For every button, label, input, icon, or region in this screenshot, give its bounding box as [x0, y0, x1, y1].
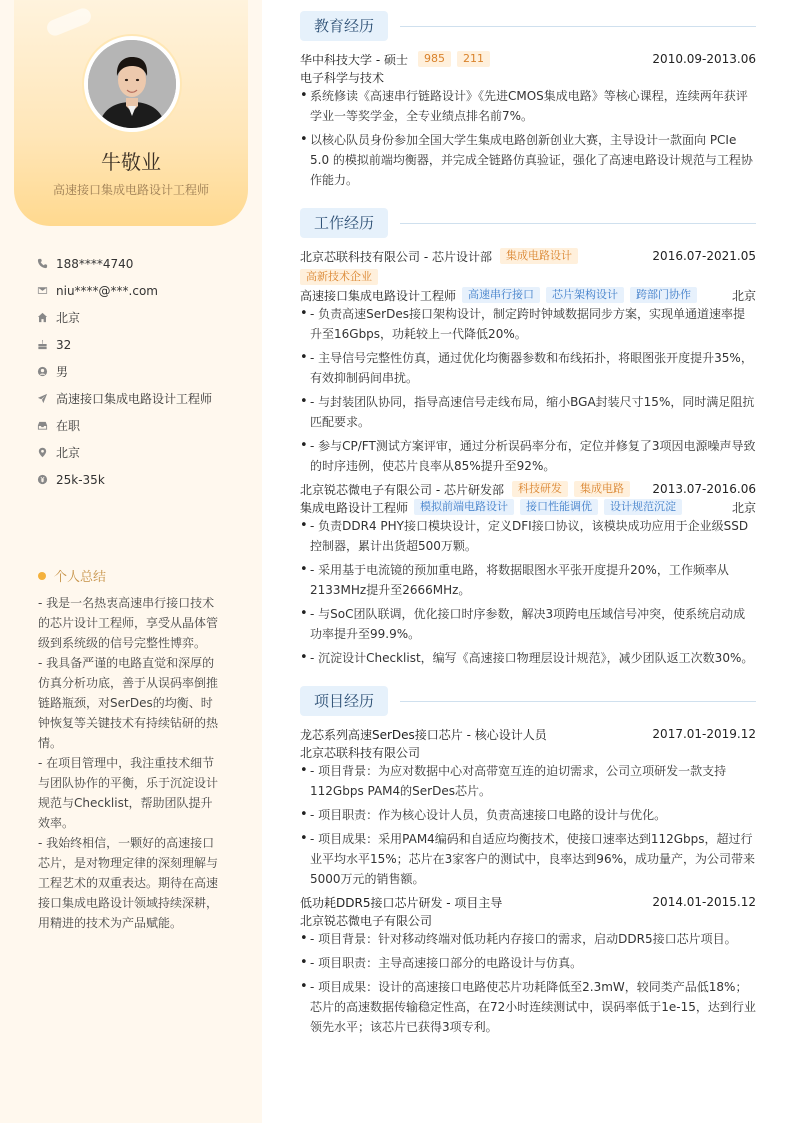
sidebar: [0, 0, 262, 1123]
project-org-text: 北京锐芯微电子有限公司: [300, 913, 433, 928]
project-org-text: 北京芯联科技有限公司: [300, 745, 421, 760]
inbox-icon: [36, 420, 48, 432]
contact-home-text: 北京: [56, 311, 81, 325]
contact-email-text: niu****@***.com: [56, 283, 158, 298]
job-bullet: • - 与封装团队协同，指导高速信号走线布局，缩小BGA封装尺寸15%，同时满足阻抗匹配要求。: [300, 392, 756, 432]
contact-phone-text: 188****4740: [56, 256, 134, 271]
cake-icon: [36, 339, 48, 351]
project-date: 2017.01-2019.12: [652, 727, 756, 741]
job-bullet: • - 与SoC团队联调，优化接口时序参数，解决3项跨电压域信号冲突，使系统启动成功率提升至99.9%。: [300, 604, 756, 644]
section-divider: [400, 26, 756, 27]
contact-position-text: 高速接口集成电路设计工程师: [56, 392, 213, 406]
job-date: 2016.07-2021.05: [652, 249, 756, 263]
skill-tag: 模拟前端电路设计: [414, 499, 514, 515]
project-bullet: • - 项目职责：作为核心设计人员，负责高速接口电路的设计与优化。: [300, 805, 756, 825]
contact-position: [36, 385, 246, 412]
project-name: 低功耗DDR5接口芯片研发 - 项目主导: [300, 895, 503, 910]
project-header: [300, 893, 756, 911]
phone-icon: [36, 258, 48, 270]
contact-location-text: 北京: [56, 446, 81, 460]
section-education: [300, 11, 756, 41]
summary-heading: [38, 566, 106, 585]
job-bullet: • - 主导信号完整性仿真，通过优化均衡器参数和布线拓扑，将眼图张开度提升35%，有效抑制码间串扰。: [300, 348, 756, 388]
project-bullet: • - 项目成果：采用PAM4编码和自适应均衡技术，使接口速率达到112Gbps，超过行业平均水平15%；芯片在3家客户的测试中，良率达到96%，成功量产，为公司带来5000万元的销售额。: [300, 829, 756, 889]
gender-icon: [36, 366, 48, 378]
contact-gender: [36, 358, 246, 385]
job-role-row: [300, 286, 756, 304]
bullet-dot-icon: [38, 572, 46, 580]
location-icon: [36, 447, 48, 459]
contact-salary: [36, 466, 246, 493]
job-role: 高速接口集成电路设计工程师: [300, 288, 457, 303]
job-role: 集成电路设计工程师: [300, 500, 409, 515]
education-header: [300, 50, 756, 68]
company-name: 北京锐芯微电子有限公司 - 芯片研发部: [300, 482, 504, 497]
project-bullet: • - 项目职责：主导高速接口部分的电路设计与仿真。: [300, 953, 756, 973]
project-org: [300, 911, 756, 929]
job-city: 北京: [731, 500, 756, 515]
section-title: 工作经历: [300, 208, 388, 238]
contact-status-text: 在职: [56, 419, 81, 433]
skill-tag: 设计规范沉淀: [604, 499, 682, 515]
project-org: [300, 743, 756, 761]
skill-tag: 接口性能调优: [520, 499, 598, 515]
company-tag: 集成电路: [574, 481, 630, 497]
company-tag: 集成电路设计: [500, 248, 578, 264]
job-bullet: • - 沉淀设计Checklist，编写《高速接口物理层设计规范》，减少团队返工次数30%。: [300, 648, 756, 668]
mail-icon: [36, 285, 48, 297]
job-bullet: • - 负责高速SerDes接口架构设计，制定跨时钟域数据同步方案，实现单通道速率提升至16Gbps，功耗较上一代降低20%。: [300, 304, 756, 344]
school-tag: 211: [457, 51, 490, 67]
project-header: [300, 725, 756, 743]
contact-location: [36, 439, 246, 466]
section-title: 教育经历: [300, 11, 388, 41]
job-city: 北京: [731, 288, 756, 303]
major-text: 电子科学与技术: [300, 70, 385, 85]
job-bullet: • - 采用基于电流镜的预加重电路，将数据眼图水平张开度提升20%，工作频率从2133MHz提升至2666MHz。: [300, 560, 756, 600]
skill-tag: 高速串行接口: [462, 287, 540, 303]
contact-home: [36, 304, 246, 331]
home-icon: [36, 312, 48, 324]
project-bullet: • - 项目背景：针对移动终端对低功耗内存接口的需求，启动DDR5接口芯片项目。: [300, 929, 756, 949]
decorative-shape: [45, 6, 94, 38]
summary-text: [38, 593, 224, 933]
avatar: [84, 36, 180, 132]
project-bullet: • - 项目背景：为应对数据中心对高带宽互连的迫切需求，公司立项研发一款支持112Gbps PAM4的SerDes芯片。: [300, 761, 756, 801]
project-bullet: • - 项目成果：设计的高速接口电路使芯片功耗降低至2.3mW，较同类产品低18%；芯片的高速数据传输稳定性高，在72小时连续测试中，误码率低于1e-15，达到行业领先水平；该芯片已获得3项专利。: [300, 977, 756, 1037]
project-date: 2014.01-2015.12: [652, 895, 756, 909]
contact-list: [36, 250, 246, 493]
job-header: [300, 480, 756, 498]
job-bullet: • - 负责DDR4 PHY接口模块设计，定义DFI接口协议，该模块成功应用于企业级SSD控制器，累计出货超500万颗。: [300, 516, 756, 556]
section-divider: [400, 223, 756, 224]
education-bullet: • 以核心队员身份参加全国大学生集成电路创新创业大赛，主导设计一款面向 PCIe 5.0 的模拟前端均衡器，并完成全链路仿真验证，强化了高速电路设计规范与工程协作能力。: [300, 130, 756, 190]
section-divider: [400, 701, 756, 702]
profile-title: 高速接口集成电路设计工程师: [52, 183, 209, 197]
job-header: [300, 247, 756, 265]
skill-tag: 芯片架构设计: [546, 287, 624, 303]
summary-paragraph: - 在项目管理中，我注重技术细节与团队协作的平衡，乐于沉淀设计规范与Checklist，帮助团队提升效率。: [38, 756, 219, 830]
job-tag-row: [300, 268, 756, 286]
job-role-row: [300, 498, 756, 516]
summary-paragraph: - 我是一名热衷高速串行接口技术的芯片设计工程师，享受从晶体管级到系统级的信号完整性博弈。: [38, 596, 219, 650]
company-name: 北京芯联科技有限公司 - 芯片设计部: [300, 249, 492, 264]
summary-paragraph: - 我始终相信，一颗好的高速接口芯片，是对物理定律的深刻理解与工程艺术的双重表达。期待在高速接口集成电路设计领域持续深耕，用精进的技术为产品赋能。: [38, 836, 219, 930]
contact-phone: [36, 250, 246, 277]
skill-tag: 跨部门协作: [630, 287, 697, 303]
section-projects: [300, 686, 756, 716]
summary-paragraph: - 我具备严谨的电路直觉和深厚的仿真分析功底，善于从误码率倒推链路瓶颈，对SerDes的均衡、时钟恢复等关键技术有持续钻研的热情。: [38, 656, 219, 750]
job-date: 2013.07-2016.06: [652, 482, 756, 496]
job-bullet: • - 参与CP/FT测试方案评审，通过分析误码率分布，定位并修复了3项因电源噪声导致的时序违例，使芯片良率从85%提升至92%。: [300, 436, 756, 476]
summary-heading-text: 个人总结: [54, 570, 107, 585]
education-major: [300, 68, 756, 86]
profile-name: 牛敬业: [101, 150, 161, 174]
contact-gender-text: 男: [56, 365, 69, 379]
section-work: [300, 208, 756, 238]
contact-age: [36, 331, 246, 358]
contact-age-text: 32: [56, 337, 72, 352]
company-tag: 科技研发: [512, 481, 568, 497]
school-name: 华中科技大学 - 硕士: [300, 52, 408, 67]
contact-email: [36, 277, 246, 304]
salary-icon: [36, 474, 48, 486]
project-name: 龙芯系列高速SerDes接口芯片 - 核心设计人员: [300, 727, 547, 742]
send-icon: [36, 393, 48, 405]
contact-status: [36, 412, 246, 439]
school-tag: 985: [418, 51, 451, 67]
education-date: 2010.09-2013.06: [652, 52, 756, 66]
contact-salary-text: 25k-35k: [56, 472, 105, 487]
section-title: 项目经历: [300, 686, 388, 716]
education-bullet: • 系统修读《高速串行链路设计》《先进CMOS集成电路》等核心课程，连续两年获评学业一等奖学金，全专业绩点排名前7%。: [300, 86, 756, 126]
company-tag: 高新技术企业: [300, 269, 378, 285]
